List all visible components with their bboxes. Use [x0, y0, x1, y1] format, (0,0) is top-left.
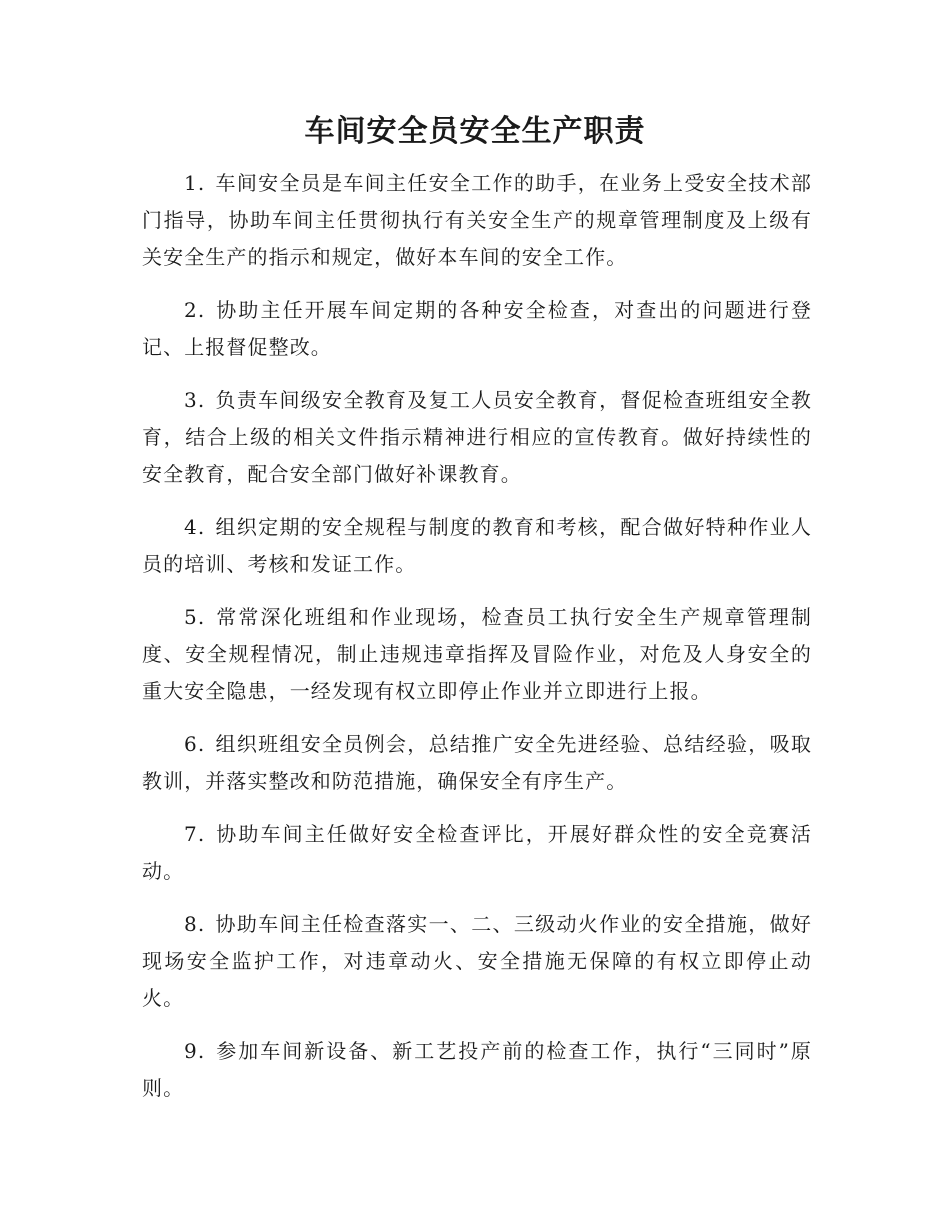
item-text: 协助主任开展车间定期的各种安全检查，对查出的问题进行登记、上报督促整改。: [142, 298, 812, 359]
item-number: 6.: [184, 732, 206, 756]
item-text: 车间安全员是车间主任安全工作的助手，在业务上受安全技术部门指导，协助车间主任贯彻执行有关安全生产的规章管理制度及上级有关安全生产的指示和规定，做好本车间的安全工作。: [142, 171, 812, 269]
duty-item-9: [142, 1033, 812, 1107]
item-number: 7.: [184, 822, 206, 846]
item-number: 3.: [184, 388, 206, 412]
duty-item-7: [142, 816, 812, 890]
duty-item-2: [142, 292, 812, 366]
document-body: [142, 165, 812, 1123]
duty-item-6: [142, 726, 812, 800]
item-number: 5.: [184, 605, 206, 629]
item-number: 8.: [184, 912, 206, 936]
duty-item-1: [142, 165, 812, 276]
item-text: 负责车间级安全教育及复工人员安全教育，督促检查班组安全教育，结合上级的相关文件指示精神进行相应的宣传教育。做好持续性的安全教育，配合安全部门做好补课教育。: [142, 388, 812, 486]
document-title: 车间安全员安全生产职责: [304, 114, 646, 149]
item-number: 1.: [184, 171, 206, 195]
item-text: 组织定期的安全规程与制度的教育和考核，配合做好特种作业人员的培训、考核和发证工作。: [142, 515, 812, 576]
item-number: 2.: [184, 298, 206, 322]
duty-item-4: [142, 509, 812, 583]
item-text: 协助车间主任检查落实一、二、三级动火作业的安全措施，做好现场安全监护工作，对违章动火、安全措施无保障的有权立即停止动火。: [142, 912, 812, 1010]
item-text: 常常深化班组和作业现场，检查员工执行安全生产规章管理制度、安全规程情况，制止违规违章指挥及冒险作业，对危及人身安全的重大安全隐患，一经发现有权立即停止作业并立即进行上报。: [142, 605, 812, 703]
duty-item-5: [142, 599, 812, 710]
duty-item-8: [142, 906, 812, 1017]
item-text: 协助车间主任做好安全检查评比，开展好群众性的安全竞赛活动。: [142, 822, 812, 883]
item-number: 9.: [184, 1039, 206, 1063]
duty-item-3: [142, 382, 812, 493]
item-text: 组织班组安全员例会，总结推广安全先进经验、总结经验，吸取教训，并落实整改和防范措施，确保安全有序生产。: [142, 732, 812, 793]
item-text: 参加车间新设备、新工艺投产前的检查工作，执行“三同时”原则。: [142, 1039, 812, 1100]
item-number: 4.: [184, 515, 206, 539]
